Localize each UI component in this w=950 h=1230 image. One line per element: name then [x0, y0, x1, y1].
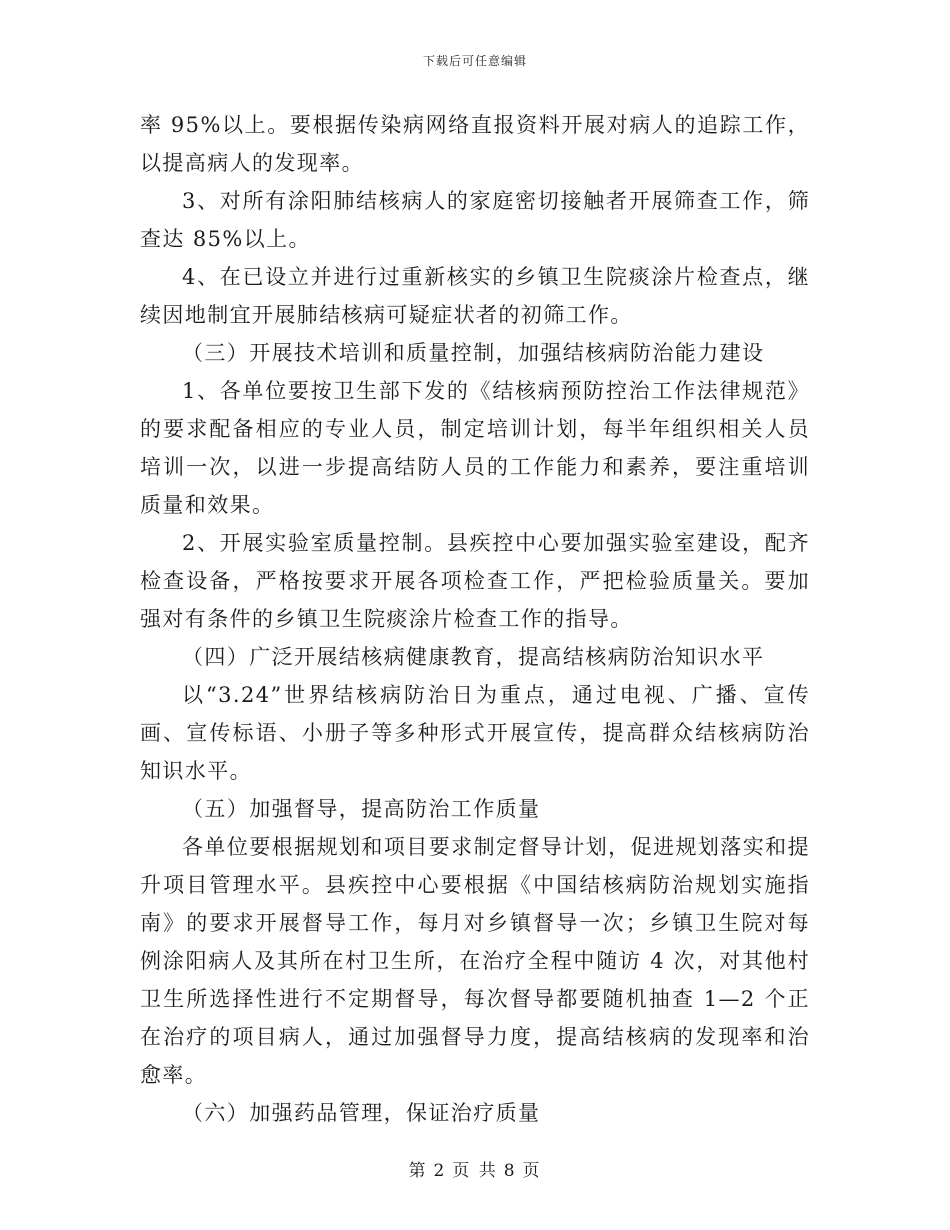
current-page-number: 2	[433, 1161, 447, 1181]
paragraph: 率 95%以上。要根据传染病网络直报资料开展对病人的追踪工作，以提高病人的发现率。	[140, 113, 810, 175]
footer-suffix: 页	[522, 1161, 542, 1181]
total-pages-number: 8	[503, 1161, 517, 1181]
paragraph: 各单位要根据规划和项目要求制定督导计划，促进规划落实和提升项目管理水平。县疾控中心要根据《中国结核病防治规划实施指南》的要求开展督导工作，每月对乡镇督导一次；乡镇卫生院对每例涂阳病人及其所在村卫生所，在治疗全程中随访 4 次，对其他村卫生所选择性进行不定期督导，每次督导都要随机抽查 1—2 个正在治疗的项目病人，通过加强督导力度，提高结核病的发现率和治愈率。	[140, 835, 810, 1087]
section-heading: （四）广泛开展结核病健康教育，提高结核病防治知识水平	[182, 645, 765, 669]
footer-middle: 页 共	[452, 1161, 498, 1181]
page-number-footer	[0, 1156, 950, 1181]
footer-prefix: 第	[408, 1161, 428, 1181]
paragraph: 3、对所有涂阳肺结核病人的家庭密切接触者开展筛查工作，筛查达 85%以上。	[140, 189, 810, 251]
header-note: 下载后可任意编辑	[422, 54, 527, 68]
document-body	[140, 106, 810, 1132]
paragraph: 1、各单位要按卫生部下发的《结核病预防控治工作法律规范》的要求配备相应的专业人员，制定培训计划，每半年组织相关人员培训一次，以进一步提高结防人员的工作能力和素养，要注重培训质量和效果。	[140, 379, 810, 517]
paragraph: 4、在已设立并进行过重新核实的乡镇卫生院痰涂片检查点，继续因地制宜开展肺结核病可疑症状者的初筛工作。	[140, 265, 810, 327]
section-heading: （六）加强药品管理，保证治疗质量	[182, 1101, 541, 1125]
section-heading: （五）加强督导，提高防治工作质量	[182, 797, 541, 821]
paragraph: 以“3.24”世界结核病防治日为重点，通过电视、广播、宣传画、宣传标语、小册子等多种形式开展宣传，提高群众结核病防治知识水平。	[140, 683, 810, 783]
paragraph: 2、开展实验室质量控制。县疾控中心要加强实验室建设，配齐检查设备，严格按要求开展各项检查工作，严把检验质量关。要加强对有条件的乡镇卫生院痰涂片检查工作的指导。	[140, 531, 810, 631]
section-heading: （三）开展技术培训和质量控制，加强结核病防治能力建设	[182, 341, 765, 365]
